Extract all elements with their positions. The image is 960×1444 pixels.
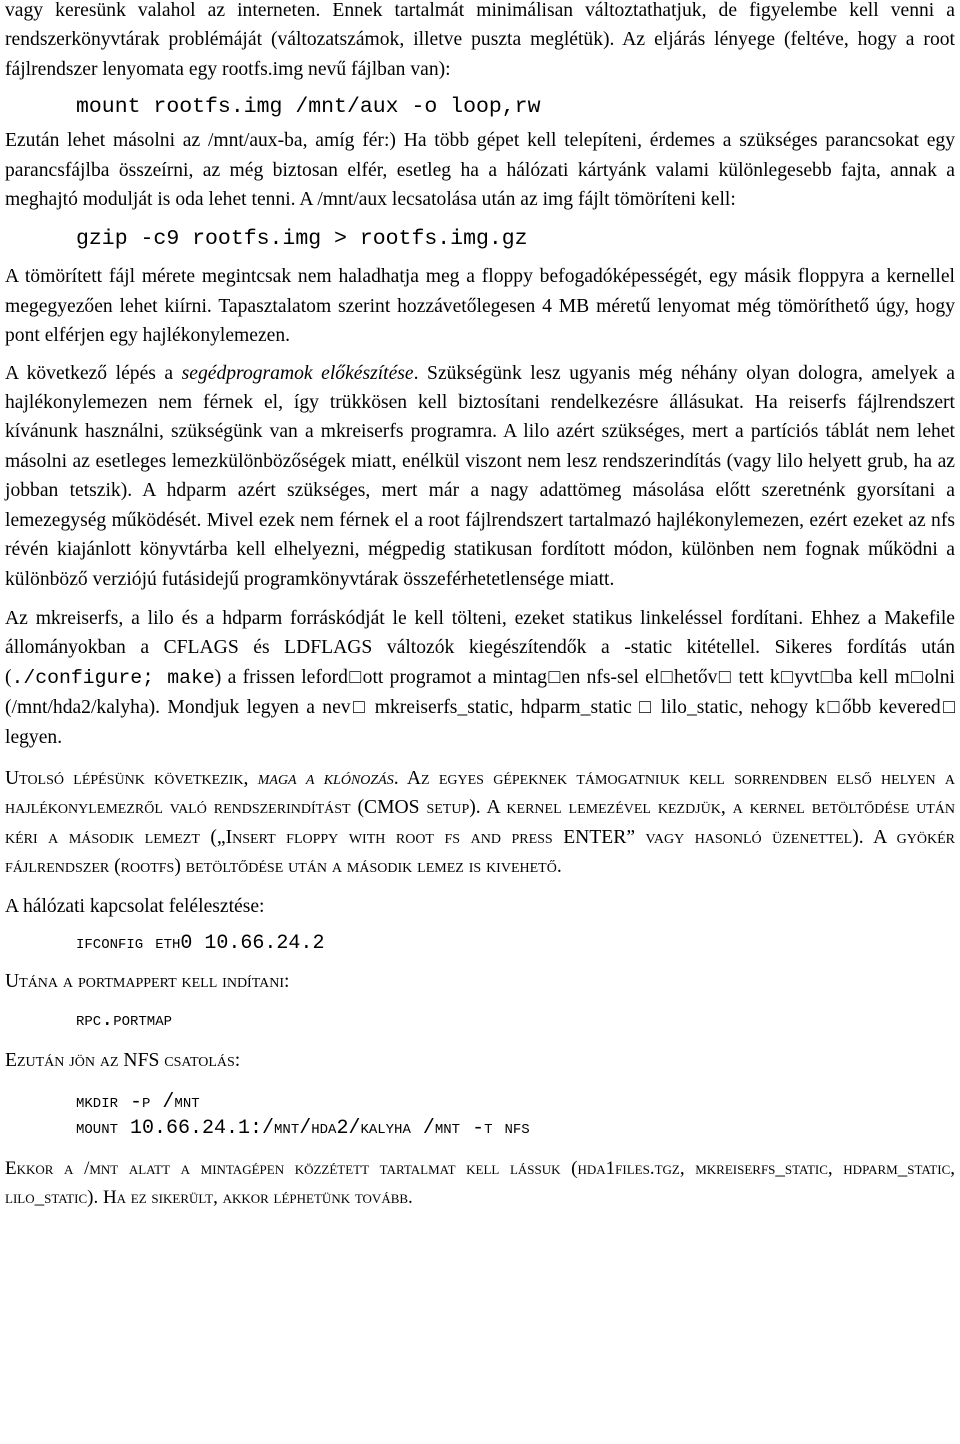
paragraph-7: A hálózati kapcsolat felélesztése:	[5, 895, 265, 917]
paragraph-6	[5, 764, 955, 882]
code-portmap: rpc.portmap	[76, 1009, 173, 1033]
paragraph-3: A tömörített fájl mérete megintcsak nem haladhatja meg a floppy befogadóképességét, egy másik floppyra a kernellel megegyezően lehet kiírni. Tapasztalatom szerint hozzávetőlegesen 4 MB méretű lenyomat még tömöríthető úgy, hogy pont elférjen egy hajlékonylemezen.	[5, 266, 955, 347]
paragraph-5-rest: ) a frissen leford□ott programot a mintag□en nfs-sel el□hetőv□ tett k□yvt□ba kell m□olni (/mnt/hda2/kalyha). Mondjuk legyen a nev□ mkreiserfs_static, hdparm_static □ lilo_static, nehogy k□őbb kevered□ legyen.	[5, 666, 955, 748]
paragraph-6-start: Utolsó lépésünk következik,	[5, 767, 258, 789]
paragraph-6-italic: maga a klónozás	[257, 767, 394, 789]
code-mount-loop: mount rootfs.img /mnt/aux -o loop,rw	[76, 95, 541, 120]
paragraph-5-code: ./configure; make	[11, 666, 215, 689]
paragraph-10: Ekkor a /mnt alatt a mintagépen közzétett tartalmat kell lássuk (hda1files.tgz, mkreiserfs_static, hdparm_static, lilo_static). Ha ez sikerült, akkor léphetünk tovább.	[5, 1157, 955, 1209]
paragraph-1: vagy keresünk valahol az interneten. Ennek tartalmát minimálisan változtathatjuk, de figyelembe kell venni a rendszerkönyvtárak problémáját (változatszámok, illetve puszta meglétük). Az eljárás lényege (feltéve, hogy a root fájlrendszer lenyomata egy rootfs.img nevű fájlban van):	[5, 0, 955, 80]
paragraph-4-italic: segédprogramok előkészítése	[181, 362, 414, 384]
paragraph-2: Ezután lehet másolni az /mnt/aux-ba, amíg fér:) Ha több gépet kell telepíteni, érdemes a szükséges parancsokat egy parancsfájlba összeírni, az még biztosan elfér, esetleg ha a hálózati kártyánk valami különlegesebb fajta, annak a meghajtó modulját is oda lehet tenni. A /mnt/aux lecsatolása után az img fájlt tömöríteni kell:	[5, 130, 955, 211]
paragraph-9: Ezután jön az NFS csatolás:	[5, 1050, 241, 1072]
code-ifconfig: ifconfig eth0 10.66.24.2	[76, 931, 325, 955]
paragraph-8: Utána a portmappert kell indítani:	[5, 970, 290, 992]
paragraph-4-rest: . Szükségünk lesz ugyanis még néhány olyan dologra, amelyek a hajlékonylemezen nem férnek el, így trükkösen kell biztosítani rendelkezésre állásukat. Ha reiserfs fájlrendszert kívánunk használni, szükségünk van a mkreiserfs programra. A lilo azért szükséges, mert a partíciós táblát nem lehet másolni az esetleges lemezkülönbözőségek miatt, enélkül viszont nem lesz rendszerindítás (vagy lilo helyett grub, ha az jobban tetszik). A hdparm azért szükséges, mert már a nagy adattömeg másolása előtt szeretnénk gyorsítani a lemezegység működését. Mivel ezek nem férnek el a root fájlrendszert tartalmazó hajlékonylemezen, ezért ezeket az nfs révén kiajánlott könyvtárba kell elhelyezni, mégpedig statikusan fordított módon, különben nem fognak működni a különböző verziójú futásidejű programkönyvtárak összeférhetetlensége miatt.	[5, 362, 955, 590]
paragraph-4-start: A következő lépés a	[5, 362, 182, 384]
paragraph-5-start: Az mkreiserfs, a lilo és a hdparm forráskódját le kell tölteni, ezeket statikus linkeléssel fordítani. Ehhez a Makefile állományokban a CFLAGS és LDFLAGS változók kiegészítendők a -static kitétellel. Sikeres fordítás után (	[5, 607, 955, 688]
paragraph-5	[5, 604, 955, 752]
code-mkdir: mkdir -p /mnt	[76, 1090, 200, 1114]
code-mount-nfs: mount 10.66.24.1:/mnt/hda2/kalyha /mnt -t nfs	[76, 1116, 530, 1140]
paragraph-6-rest: . Az egyes gépeknek támogatniuk kell sorrendben első helyen a hajlékonylemezről való rendszerindítást (CMOS setup). A kernel lemezével kezdjük, a kernel betöltődése után kéri a második lemezt („Insert floppy with root fs and press ENTER” vagy hasonló üzenettel). A gyökér fájlrendszer (rootfs) betöltődése után a második lemez is kivehető.	[5, 767, 956, 878]
paragraph-4	[5, 359, 955, 594]
code-gzip: gzip -c9 rootfs.img > rootfs.img.gz	[76, 227, 528, 252]
document-page	[5, 0, 955, 1213]
